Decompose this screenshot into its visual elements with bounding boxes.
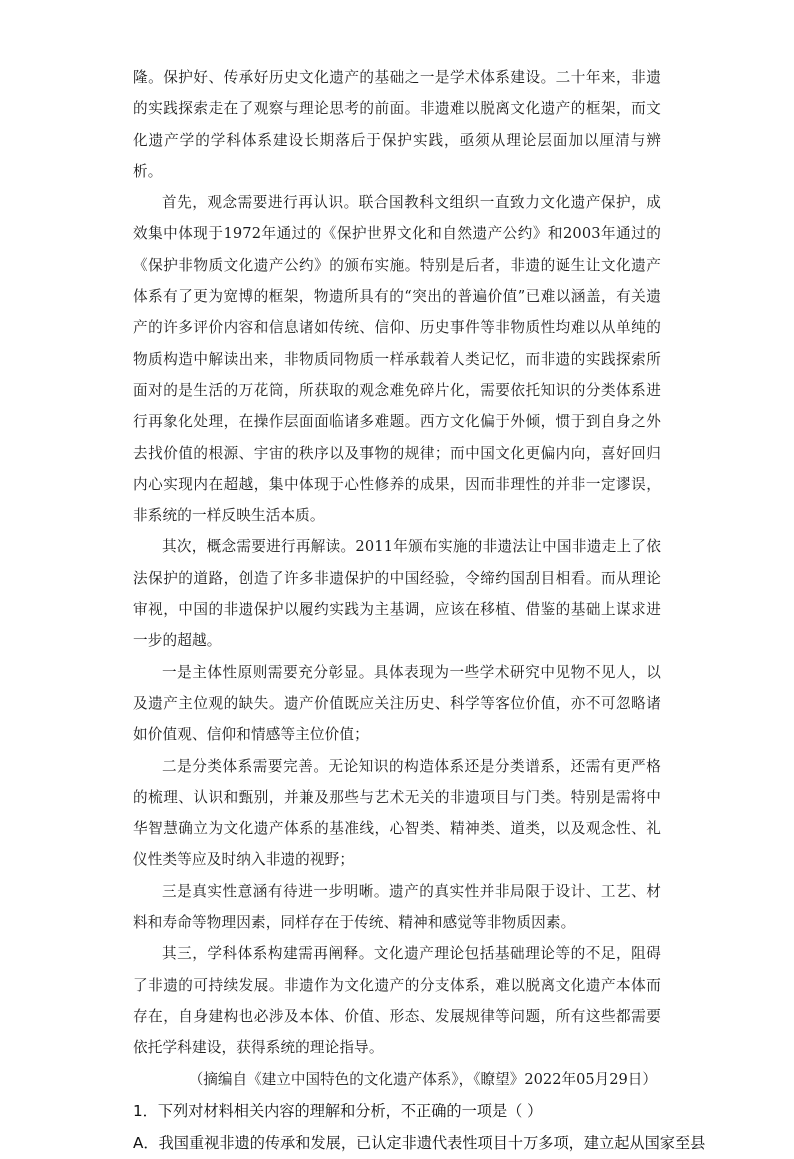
article-paragraph: 一是主体性原则需要充分彰显。具体表现为一些学术研究中见物不见人，以及遗产主位观的缺失。遗产价值既应关注历史、科学等客位价值，亦不可忽略诸如价值观、信仰和情感等主位价值； <box>133 663 661 744</box>
article-paragraph: 三是真实性意涵有待进一步明晰。遗产的真实性并非局限于设计、工艺、材料和寿命等物理因素，同样存在于传统、精神和感觉等非物质因素。 <box>133 882 661 932</box>
question-stem: 1．下列对材料相关内容的理解和分析，不正确的一项是（ ） <box>133 1101 543 1120</box>
article-body <box>133 62 661 1064</box>
article-paragraph: 二是分类体系需要完善。无论知识的构造体系还是分类谱系，还需有更严格的梳理、认识和甄别，并兼及那些与艺术无关的非遗项目与门类。特别是需将中华智慧确立为文化遗产体系的基准线，心智类、精神类、道类，以及观念性、礼仪性类等应及时纳入非遗的视野； <box>133 757 661 869</box>
question-option-a: A．我国重视非遗的传承和发展，已认定非遗代表性项目十万多项，建立起从国家至县 <box>133 1133 706 1152</box>
article-paragraph: 隆。保护好、传承好历史文化遗产的基础之一是学术体系建设。二十年来，非遗的实践探索走在了观察与理论思考的前面。非遗难以脱离文化遗产的框架，而文化遗产学的学科体系建设长期落后于保护实践，亟须从理论层面加以厘清与辨析。 <box>133 69 661 180</box>
document-body <box>133 62 706 1159</box>
article-paragraph: 首先，观念需要进行再认识。联合国教科文组织一直致力文化遗产保护，成效集中体现于1972年通过的《保护世界文化和自然遗产公约》和2003年通过的《保护非物质文化遗产公约》的颁布实施。特别是后者，非遗的诞生让文化遗产体系有了更为宽博的框架，物遗所具有的“突出的普遍价值”已难以涵盖，有关遗产的许多评价内容和信息诸如传统、信仰、历史事件等非物质性均难以从单纯的物质构造中解读出来，非物质同物质一样承载着人类记忆，而非遗的实践探索所面对的是生活的万花筒，所获取的观念难免碎片化，需要依托知识的分类体系进行再象化处理，在操作层面面临诸多难题。西方文化偏于外倾，惯于到自身之外去找价值的根源、宇宙的秩序以及事物的规律；而中国文化更偏内向，喜好回归内心实现内在超越，集中体现于心性修养的成果，因而非理性的并非一定谬误，非系统的一样反映生活本质。 <box>133 194 661 525</box>
article-paragraph: 其次，概念需要进行再解读。2011年颁布实施的非遗法让中国非遗走上了依法保护的道路，创造了许多非遗保护的中国经验，令缔约国刮目相看。而从理论审视，中国的非遗保护以履约实践为主基调，应该在移植、借鉴的基础上谋求进一步的超越。 <box>133 538 661 650</box>
article-paragraph: 其三，学科体系构建需再阐释。文化遗产理论包括基础理论等的不足，阻碍了非遗的可持续发展。非遗作为文化遗产的分支体系，难以脱离文化遗产本体而存在，自身建构也必涉及本体、价值、形态、发展规律等问题，所有这些都需要依托学科建设，获得系统的理论指导。 <box>133 945 661 1057</box>
article-source: （摘编自《建立中国特色的文化遗产体系》，《瞭望》2022年05月29日） <box>188 1070 657 1088</box>
